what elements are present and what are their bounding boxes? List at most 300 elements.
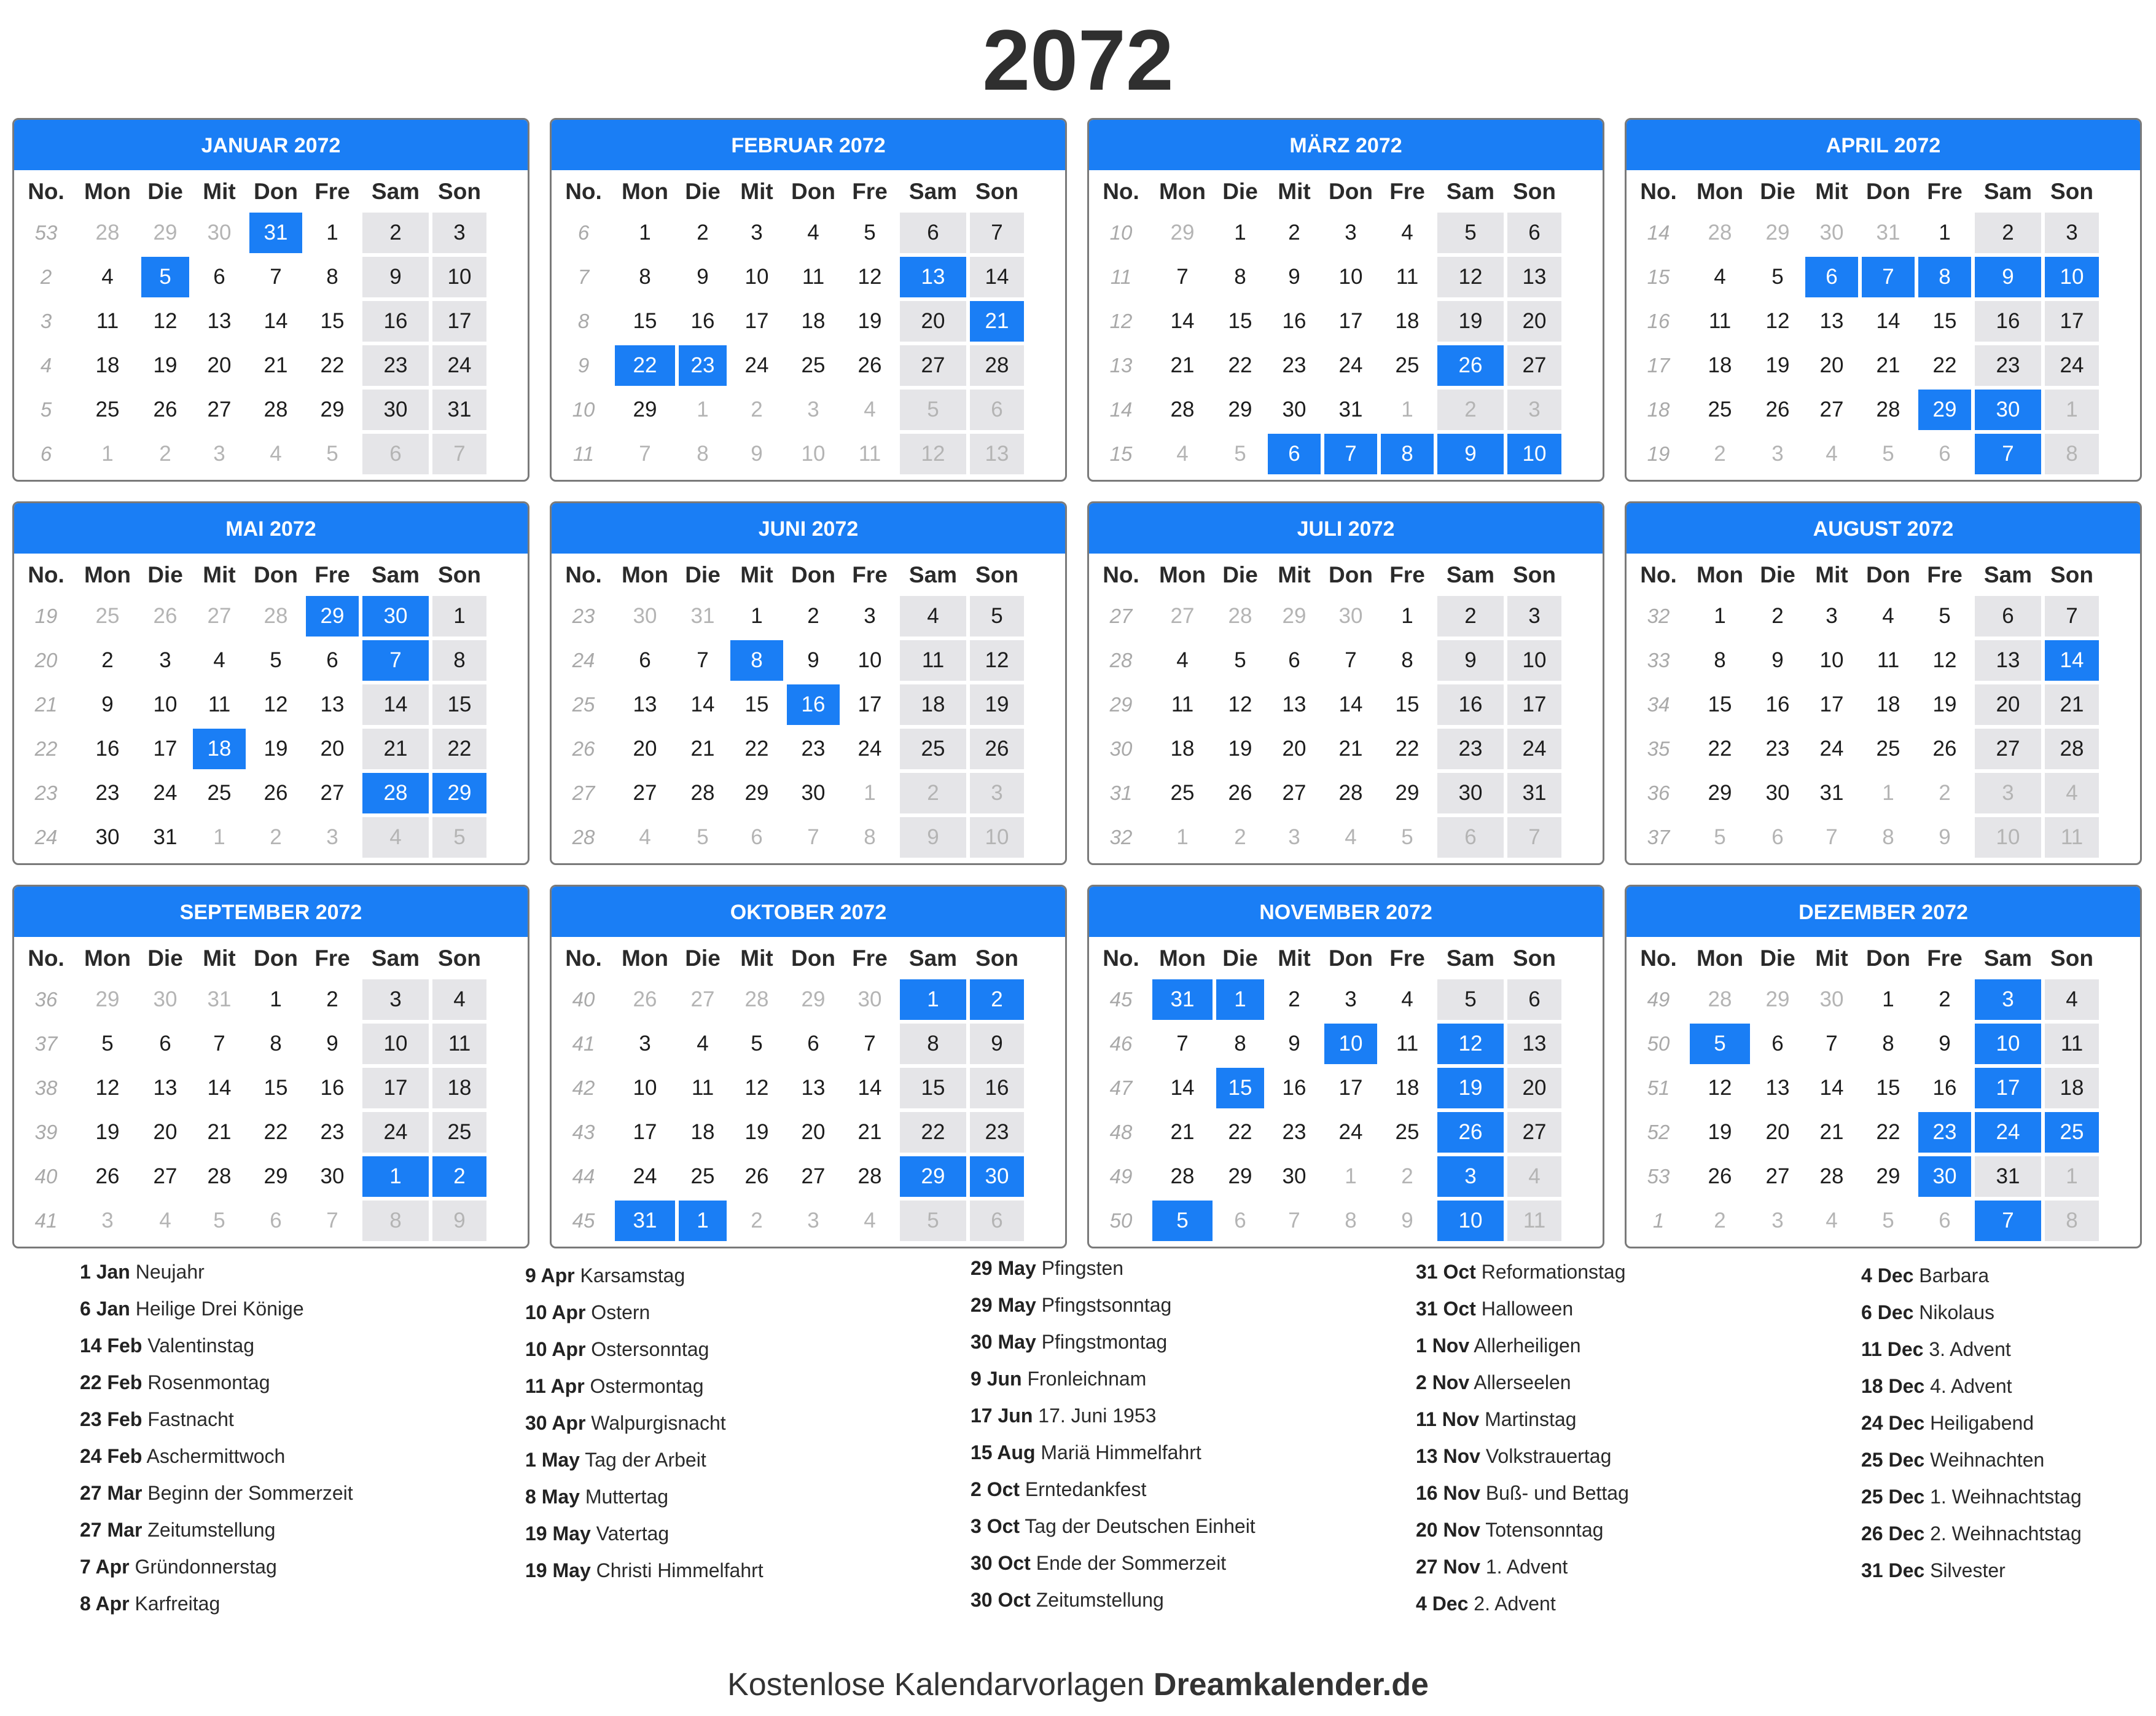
day-cell[interactable]: 7 — [361, 638, 431, 683]
day-cell[interactable]: 14 — [1150, 299, 1214, 343]
day-cell[interactable]: 6 — [1506, 211, 1563, 255]
day-cell[interactable]: 5 — [1150, 1199, 1214, 1243]
day-cell[interactable]: 21 — [968, 299, 1026, 343]
day-cell[interactable]: 9 — [304, 1022, 361, 1066]
day-cell[interactable]: 1 — [1322, 1154, 1379, 1199]
day-cell[interactable]: 18 — [2043, 1066, 2101, 1110]
day-cell[interactable]: 14 — [677, 683, 728, 727]
day-cell[interactable]: 3 — [842, 594, 898, 638]
day-cell[interactable]: 4 — [1506, 1154, 1563, 1199]
day-cell[interactable]: 28 — [248, 594, 304, 638]
day-cell[interactable]: 8 — [1860, 1022, 1916, 1066]
day-cell[interactable]: 10 — [1322, 255, 1379, 299]
day-cell[interactable]: 4 — [1150, 638, 1214, 683]
day-cell[interactable]: 8 — [2043, 1199, 2101, 1243]
day-cell[interactable]: 25 — [431, 1110, 488, 1154]
day-cell[interactable]: 26 — [1435, 1110, 1506, 1154]
day-cell[interactable]: 12 — [1435, 255, 1506, 299]
day-cell[interactable]: 1 — [361, 1154, 431, 1199]
day-cell[interactable]: 14 — [361, 683, 431, 727]
day-cell[interactable]: 29 — [304, 388, 361, 432]
day-cell[interactable]: 12 — [248, 683, 304, 727]
day-cell[interactable]: 11 — [2043, 815, 2101, 860]
day-cell[interactable]: 20 — [304, 727, 361, 771]
day-cell[interactable]: 30 — [613, 594, 677, 638]
day-cell[interactable]: 5 — [1916, 594, 1973, 638]
day-cell[interactable]: 26 — [1214, 771, 1266, 815]
day-cell[interactable]: 19 — [1214, 727, 1266, 771]
day-cell[interactable]: 7 — [677, 638, 728, 683]
day-cell[interactable]: 6 — [1916, 432, 1973, 476]
day-cell[interactable]: 17 — [1506, 683, 1563, 727]
day-cell[interactable]: 24 — [139, 771, 191, 815]
day-cell[interactable]: 6 — [139, 1022, 191, 1066]
day-cell[interactable]: 14 — [1803, 1066, 1860, 1110]
day-cell[interactable]: 25 — [1150, 771, 1214, 815]
day-cell[interactable]: 28 — [1688, 977, 1752, 1022]
day-cell[interactable]: 27 — [613, 771, 677, 815]
day-cell[interactable]: 29 — [304, 594, 361, 638]
day-cell[interactable]: 7 — [1150, 1022, 1214, 1066]
day-cell[interactable]: 5 — [76, 1022, 139, 1066]
day-cell[interactable]: 4 — [191, 638, 248, 683]
day-cell[interactable]: 9 — [1379, 1199, 1435, 1243]
day-cell[interactable]: 29 — [248, 1154, 304, 1199]
day-cell[interactable]: 19 — [1916, 683, 1973, 727]
day-cell[interactable]: 4 — [898, 594, 968, 638]
day-cell[interactable]: 20 — [139, 1110, 191, 1154]
day-cell[interactable]: 2 — [1916, 771, 1973, 815]
day-cell[interactable]: 23 — [1266, 343, 1322, 388]
day-cell[interactable]: 2 — [1752, 594, 1803, 638]
day-cell[interactable]: 23 — [677, 343, 728, 388]
footer-brand[interactable]: Dreamkalender.de — [1153, 1667, 1429, 1702]
day-cell[interactable]: 30 — [1803, 211, 1860, 255]
day-cell[interactable]: 18 — [76, 343, 139, 388]
day-cell[interactable]: 21 — [1860, 343, 1916, 388]
day-cell[interactable]: 8 — [1860, 815, 1916, 860]
day-cell[interactable]: 23 — [785, 727, 842, 771]
day-cell[interactable]: 18 — [1688, 343, 1752, 388]
day-cell[interactable]: 27 — [677, 977, 728, 1022]
day-cell[interactable]: 2 — [728, 388, 785, 432]
day-cell[interactable]: 23 — [361, 343, 431, 388]
day-cell[interactable]: 26 — [139, 594, 191, 638]
day-cell[interactable]: 2 — [1379, 1154, 1435, 1199]
day-cell[interactable]: 15 — [1916, 299, 1973, 343]
day-cell[interactable]: 22 — [1860, 1110, 1916, 1154]
day-cell[interactable]: 29 — [139, 211, 191, 255]
day-cell[interactable]: 15 — [431, 683, 488, 727]
day-cell[interactable]: 7 — [1150, 255, 1214, 299]
day-cell[interactable]: 24 — [1506, 727, 1563, 771]
day-cell[interactable]: 31 — [431, 388, 488, 432]
day-cell[interactable]: 1 — [728, 594, 785, 638]
day-cell[interactable]: 2 — [1266, 977, 1322, 1022]
day-cell[interactable]: 4 — [1322, 815, 1379, 860]
day-cell[interactable]: 22 — [431, 727, 488, 771]
day-cell[interactable]: 8 — [677, 432, 728, 476]
day-cell[interactable]: 9 — [898, 815, 968, 860]
day-cell[interactable]: 1 — [248, 977, 304, 1022]
day-cell[interactable]: 5 — [677, 815, 728, 860]
day-cell[interactable]: 19 — [968, 683, 1026, 727]
day-cell[interactable]: 24 — [1322, 1110, 1379, 1154]
day-cell[interactable]: 16 — [1916, 1066, 1973, 1110]
day-cell[interactable]: 7 — [304, 1199, 361, 1243]
day-cell[interactable]: 10 — [1506, 638, 1563, 683]
day-cell[interactable]: 17 — [139, 727, 191, 771]
day-cell[interactable]: 3 — [1322, 977, 1379, 1022]
day-cell[interactable]: 1 — [2043, 1154, 2101, 1199]
day-cell[interactable]: 8 — [304, 255, 361, 299]
day-cell[interactable]: 5 — [1752, 255, 1803, 299]
day-cell[interactable]: 1 — [613, 211, 677, 255]
day-cell[interactable]: 1 — [677, 388, 728, 432]
day-cell[interactable]: 28 — [361, 771, 431, 815]
day-cell[interactable]: 28 — [1150, 388, 1214, 432]
day-cell[interactable]: 31 — [191, 977, 248, 1022]
day-cell[interactable]: 28 — [76, 211, 139, 255]
day-cell[interactable]: 11 — [677, 1066, 728, 1110]
day-cell[interactable]: 5 — [898, 1199, 968, 1243]
day-cell[interactable]: 11 — [431, 1022, 488, 1066]
day-cell[interactable]: 1 — [431, 594, 488, 638]
day-cell[interactable]: 12 — [968, 638, 1026, 683]
day-cell[interactable]: 25 — [76, 594, 139, 638]
day-cell[interactable]: 13 — [613, 683, 677, 727]
day-cell[interactable]: 1 — [1214, 977, 1266, 1022]
day-cell[interactable]: 17 — [842, 683, 898, 727]
day-cell[interactable]: 31 — [1506, 771, 1563, 815]
day-cell[interactable]: 23 — [1752, 727, 1803, 771]
day-cell[interactable]: 31 — [613, 1199, 677, 1243]
day-cell[interactable]: 5 — [431, 815, 488, 860]
day-cell[interactable]: 26 — [1688, 1154, 1752, 1199]
day-cell[interactable]: 12 — [728, 1066, 785, 1110]
day-cell[interactable]: 30 — [1973, 388, 2043, 432]
day-cell[interactable]: 16 — [361, 299, 431, 343]
day-cell[interactable]: 5 — [898, 388, 968, 432]
day-cell[interactable]: 20 — [1803, 343, 1860, 388]
day-cell[interactable]: 5 — [842, 211, 898, 255]
day-cell[interactable]: 14 — [968, 255, 1026, 299]
day-cell[interactable]: 29 — [1214, 388, 1266, 432]
day-cell[interactable]: 23 — [1266, 1110, 1322, 1154]
day-cell[interactable]: 10 — [842, 638, 898, 683]
day-cell[interactable]: 28 — [1150, 1154, 1214, 1199]
day-cell[interactable]: 22 — [1916, 343, 1973, 388]
day-cell[interactable]: 3 — [431, 211, 488, 255]
day-cell[interactable]: 26 — [1752, 388, 1803, 432]
day-cell[interactable]: 28 — [728, 977, 785, 1022]
day-cell[interactable]: 13 — [898, 255, 968, 299]
day-cell[interactable]: 14 — [1860, 299, 1916, 343]
day-cell[interactable]: 4 — [1379, 977, 1435, 1022]
day-cell[interactable]: 18 — [431, 1066, 488, 1110]
day-cell[interactable]: 8 — [1916, 255, 1973, 299]
day-cell[interactable]: 9 — [1916, 815, 1973, 860]
day-cell[interactable]: 4 — [248, 432, 304, 476]
day-cell[interactable]: 23 — [76, 771, 139, 815]
day-cell[interactable]: 9 — [1435, 638, 1506, 683]
day-cell[interactable]: 7 — [1973, 1199, 2043, 1243]
day-cell[interactable]: 4 — [76, 255, 139, 299]
day-cell[interactable]: 10 — [2043, 255, 2101, 299]
day-cell[interactable]: 16 — [1435, 683, 1506, 727]
day-cell[interactable]: 30 — [1752, 771, 1803, 815]
day-cell[interactable]: 3 — [785, 388, 842, 432]
day-cell[interactable]: 28 — [1803, 1154, 1860, 1199]
day-cell[interactable]: 24 — [2043, 343, 2101, 388]
day-cell[interactable]: 27 — [1506, 1110, 1563, 1154]
day-cell[interactable]: 9 — [76, 683, 139, 727]
day-cell[interactable]: 27 — [1973, 727, 2043, 771]
day-cell[interactable]: 20 — [1506, 1066, 1563, 1110]
day-cell[interactable]: 3 — [1973, 771, 2043, 815]
day-cell[interactable]: 6 — [968, 1199, 1026, 1243]
day-cell[interactable]: 26 — [1435, 343, 1506, 388]
day-cell[interactable]: 30 — [361, 388, 431, 432]
day-cell[interactable]: 2 — [785, 594, 842, 638]
day-cell[interactable]: 8 — [898, 1022, 968, 1066]
day-cell[interactable]: 4 — [1803, 1199, 1860, 1243]
day-cell[interactable]: 1 — [1860, 977, 1916, 1022]
day-cell[interactable]: 30 — [1916, 1154, 1973, 1199]
day-cell[interactable]: 7 — [431, 432, 488, 476]
day-cell[interactable]: 21 — [1150, 1110, 1214, 1154]
day-cell[interactable]: 29 — [728, 771, 785, 815]
day-cell[interactable]: 2 — [1214, 815, 1266, 860]
day-cell[interactable]: 30 — [1322, 594, 1379, 638]
day-cell[interactable]: 10 — [1322, 1022, 1379, 1066]
day-cell[interactable]: 1 — [1916, 211, 1973, 255]
day-cell[interactable]: 8 — [728, 638, 785, 683]
day-cell[interactable]: 2 — [1973, 211, 2043, 255]
day-cell[interactable]: 8 — [613, 255, 677, 299]
day-cell[interactable]: 9 — [677, 255, 728, 299]
day-cell[interactable]: 1 — [1379, 594, 1435, 638]
day-cell[interactable]: 20 — [191, 343, 248, 388]
day-cell[interactable]: 5 — [304, 432, 361, 476]
day-cell[interactable]: 4 — [2043, 771, 2101, 815]
day-cell[interactable]: 15 — [1379, 683, 1435, 727]
day-cell[interactable]: 12 — [842, 255, 898, 299]
day-cell[interactable]: 6 — [1752, 1022, 1803, 1066]
day-cell[interactable]: 12 — [1916, 638, 1973, 683]
day-cell[interactable]: 20 — [1973, 683, 2043, 727]
day-cell[interactable]: 2 — [431, 1154, 488, 1199]
day-cell[interactable]: 6 — [361, 432, 431, 476]
day-cell[interactable]: 2 — [1435, 594, 1506, 638]
day-cell[interactable]: 29 — [1150, 211, 1214, 255]
day-cell[interactable]: 3 — [361, 977, 431, 1022]
day-cell[interactable]: 14 — [842, 1066, 898, 1110]
day-cell[interactable]: 25 — [76, 388, 139, 432]
day-cell[interactable]: 29 — [1688, 771, 1752, 815]
day-cell[interactable]: 10 — [1435, 1199, 1506, 1243]
day-cell[interactable]: 22 — [898, 1110, 968, 1154]
day-cell[interactable]: 23 — [304, 1110, 361, 1154]
day-cell[interactable]: 6 — [1973, 594, 2043, 638]
day-cell[interactable]: 18 — [191, 727, 248, 771]
day-cell[interactable]: 13 — [968, 432, 1026, 476]
day-cell[interactable]: 21 — [1803, 1110, 1860, 1154]
day-cell[interactable]: 11 — [842, 432, 898, 476]
day-cell[interactable]: 5 — [1860, 1199, 1916, 1243]
day-cell[interactable]: 22 — [1379, 727, 1435, 771]
day-cell[interactable]: 28 — [1214, 594, 1266, 638]
day-cell[interactable]: 11 — [76, 299, 139, 343]
day-cell[interactable]: 3 — [1266, 815, 1322, 860]
day-cell[interactable]: 6 — [191, 255, 248, 299]
day-cell[interactable]: 2 — [728, 1199, 785, 1243]
day-cell[interactable]: 13 — [191, 299, 248, 343]
day-cell[interactable]: 9 — [968, 1022, 1026, 1066]
day-cell[interactable]: 1 — [1860, 771, 1916, 815]
day-cell[interactable]: 6 — [1752, 815, 1803, 860]
day-cell[interactable]: 3 — [785, 1199, 842, 1243]
day-cell[interactable]: 24 — [361, 1110, 431, 1154]
day-cell[interactable]: 7 — [1506, 815, 1563, 860]
day-cell[interactable]: 9 — [1266, 1022, 1322, 1066]
day-cell[interactable]: 19 — [842, 299, 898, 343]
day-cell[interactable]: 11 — [1688, 299, 1752, 343]
day-cell[interactable]: 4 — [613, 815, 677, 860]
day-cell[interactable]: 26 — [842, 343, 898, 388]
day-cell[interactable]: 27 — [139, 1154, 191, 1199]
day-cell[interactable]: 15 — [1214, 299, 1266, 343]
day-cell[interactable]: 3 — [1752, 432, 1803, 476]
day-cell[interactable]: 29 — [898, 1154, 968, 1199]
day-cell[interactable]: 25 — [1860, 727, 1916, 771]
day-cell[interactable]: 7 — [2043, 594, 2101, 638]
day-cell[interactable]: 15 — [1688, 683, 1752, 727]
day-cell[interactable]: 2 — [1266, 211, 1322, 255]
day-cell[interactable]: 19 — [139, 343, 191, 388]
day-cell[interactable]: 29 — [1752, 211, 1803, 255]
day-cell[interactable]: 13 — [139, 1066, 191, 1110]
day-cell[interactable]: 2 — [1688, 1199, 1752, 1243]
day-cell[interactable]: 25 — [898, 727, 968, 771]
day-cell[interactable]: 5 — [139, 255, 191, 299]
day-cell[interactable]: 3 — [191, 432, 248, 476]
day-cell[interactable]: 7 — [1322, 638, 1379, 683]
day-cell[interactable]: 3 — [1435, 1154, 1506, 1199]
day-cell[interactable]: 3 — [968, 771, 1026, 815]
day-cell[interactable]: 20 — [898, 299, 968, 343]
day-cell[interactable]: 14 — [191, 1066, 248, 1110]
day-cell[interactable]: 21 — [1150, 343, 1214, 388]
day-cell[interactable]: 5 — [1688, 815, 1752, 860]
day-cell[interactable]: 24 — [728, 343, 785, 388]
day-cell[interactable]: 29 — [1214, 1154, 1266, 1199]
day-cell[interactable]: 8 — [361, 1199, 431, 1243]
day-cell[interactable]: 7 — [1803, 1022, 1860, 1066]
day-cell[interactable]: 13 — [1752, 1066, 1803, 1110]
day-cell[interactable]: 4 — [139, 1199, 191, 1243]
day-cell[interactable]: 12 — [1688, 1066, 1752, 1110]
day-cell[interactable]: 10 — [139, 683, 191, 727]
day-cell[interactable]: 9 — [361, 255, 431, 299]
day-cell[interactable]: 8 — [248, 1022, 304, 1066]
day-cell[interactable]: 5 — [1688, 1022, 1752, 1066]
day-cell[interactable]: 7 — [1803, 815, 1860, 860]
day-cell[interactable]: 6 — [1506, 977, 1563, 1022]
day-cell[interactable]: 31 — [139, 815, 191, 860]
day-cell[interactable]: 9 — [785, 638, 842, 683]
day-cell[interactable]: 30 — [139, 977, 191, 1022]
day-cell[interactable]: 26 — [139, 388, 191, 432]
day-cell[interactable]: 1 — [898, 977, 968, 1022]
day-cell[interactable]: 30 — [1803, 977, 1860, 1022]
day-cell[interactable]: 29 — [1916, 388, 1973, 432]
day-cell[interactable]: 1 — [191, 815, 248, 860]
day-cell[interactable]: 24 — [431, 343, 488, 388]
day-cell[interactable]: 23 — [1916, 1110, 1973, 1154]
day-cell[interactable]: 8 — [1214, 1022, 1266, 1066]
day-cell[interactable]: 6 — [898, 211, 968, 255]
day-cell[interactable]: 11 — [1506, 1199, 1563, 1243]
day-cell[interactable]: 28 — [2043, 727, 2101, 771]
day-cell[interactable]: 11 — [2043, 1022, 2101, 1066]
day-cell[interactable]: 29 — [1752, 977, 1803, 1022]
day-cell[interactable]: 30 — [785, 771, 842, 815]
day-cell[interactable]: 27 — [898, 343, 968, 388]
day-cell[interactable]: 30 — [968, 1154, 1026, 1199]
day-cell[interactable]: 2 — [1916, 977, 1973, 1022]
day-cell[interactable]: 20 — [785, 1110, 842, 1154]
day-cell[interactable]: 16 — [1266, 299, 1322, 343]
day-cell[interactable]: 16 — [1973, 299, 2043, 343]
day-cell[interactable]: 21 — [842, 1110, 898, 1154]
day-cell[interactable]: 30 — [1435, 771, 1506, 815]
day-cell[interactable]: 9 — [1266, 255, 1322, 299]
day-cell[interactable]: 18 — [1150, 727, 1214, 771]
day-cell[interactable]: 11 — [1379, 255, 1435, 299]
day-cell[interactable]: 16 — [785, 683, 842, 727]
day-cell[interactable]: 30 — [361, 594, 431, 638]
day-cell[interactable]: 7 — [1266, 1199, 1322, 1243]
day-cell[interactable]: 10 — [728, 255, 785, 299]
day-cell[interactable]: 3 — [1322, 211, 1379, 255]
day-cell[interactable]: 6 — [613, 638, 677, 683]
day-cell[interactable]: 2 — [76, 638, 139, 683]
day-cell[interactable]: 6 — [968, 388, 1026, 432]
day-cell[interactable]: 3 — [613, 1022, 677, 1066]
day-cell[interactable]: 6 — [1916, 1199, 1973, 1243]
day-cell[interactable]: 29 — [1860, 1154, 1916, 1199]
day-cell[interactable]: 1 — [304, 211, 361, 255]
day-cell[interactable]: 5 — [248, 638, 304, 683]
day-cell[interactable]: 7 — [1322, 432, 1379, 476]
day-cell[interactable]: 17 — [613, 1110, 677, 1154]
day-cell[interactable]: 4 — [785, 211, 842, 255]
day-cell[interactable]: 24 — [1973, 1110, 2043, 1154]
day-cell[interactable]: 17 — [1322, 1066, 1379, 1110]
day-cell[interactable]: 7 — [613, 432, 677, 476]
day-cell[interactable]: 15 — [728, 683, 785, 727]
day-cell[interactable]: 16 — [304, 1066, 361, 1110]
day-cell[interactable]: 3 — [1506, 594, 1563, 638]
day-cell[interactable]: 18 — [1860, 683, 1916, 727]
day-cell[interactable]: 6 — [1803, 255, 1860, 299]
day-cell[interactable]: 27 — [1752, 1154, 1803, 1199]
day-cell[interactable]: 1 — [1688, 594, 1752, 638]
day-cell[interactable]: 25 — [1688, 388, 1752, 432]
day-cell[interactable]: 31 — [1803, 771, 1860, 815]
day-cell[interactable]: 21 — [2043, 683, 2101, 727]
